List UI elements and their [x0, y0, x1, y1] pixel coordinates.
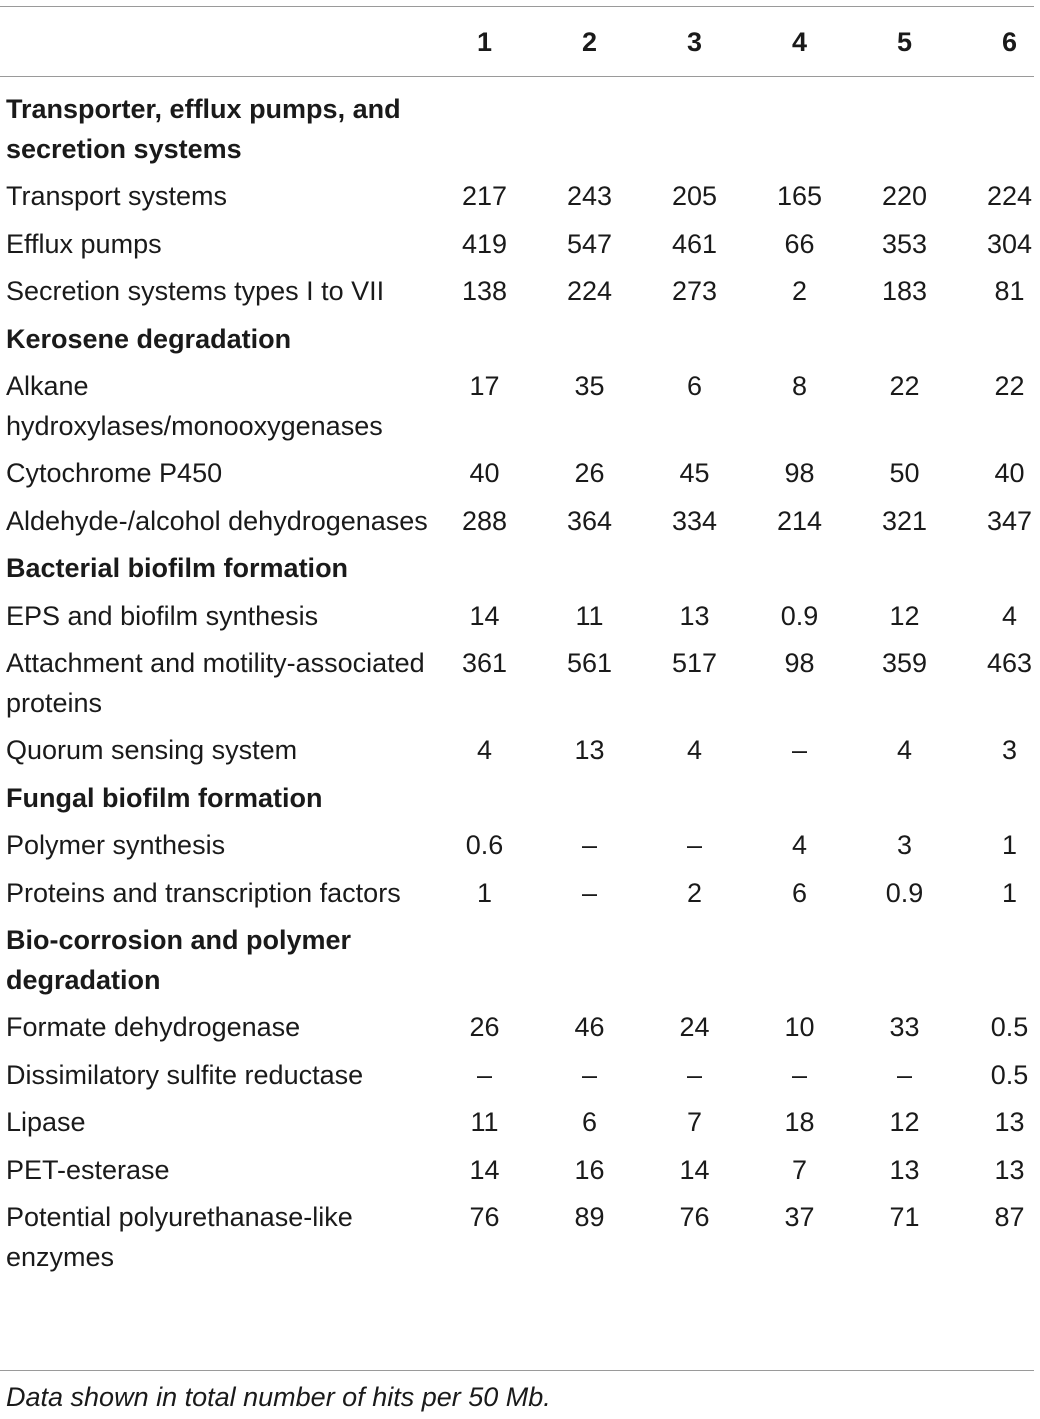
value-cell: 288 — [461, 505, 508, 536]
value-cell: 4 — [1001, 600, 1018, 631]
empty-cell — [432, 545, 537, 593]
table-row — [0, 1147, 1040, 1195]
value-cell: 243 — [566, 181, 613, 211]
value-cell: 12 — [889, 600, 920, 631]
value-cell: 205 — [671, 181, 718, 211]
value-cell: 1 — [1001, 877, 1018, 908]
empty-cell — [432, 917, 537, 1004]
value-cell: 4 — [791, 830, 808, 860]
empty-cell — [852, 775, 957, 823]
value-cell: 4 — [896, 735, 913, 765]
empty-cell — [747, 775, 852, 823]
value-cell: 4 — [476, 735, 493, 765]
table-body — [0, 76, 1040, 1281]
value-cell: 224 — [566, 276, 613, 306]
value-cell: 13 — [994, 1154, 1025, 1185]
empty-cell — [537, 545, 642, 593]
empty-cell — [852, 316, 957, 364]
table-row — [0, 1194, 1040, 1281]
value-cell: 0.5 — [990, 1012, 1029, 1042]
value-cell: – — [791, 1059, 808, 1090]
row-label: Efflux pumps — [6, 228, 162, 259]
column-header — [0, 8, 432, 76]
table-row — [0, 1052, 1040, 1100]
value-cell: 347 — [986, 505, 1033, 536]
value-cell: 353 — [881, 228, 928, 259]
value-cell: 0.9 — [885, 877, 924, 908]
value-cell: 3 — [896, 830, 913, 860]
value-cell: 4 — [686, 735, 703, 765]
value-cell: – — [476, 1059, 493, 1090]
value-cell: 35 — [574, 371, 605, 401]
value-cell: 33 — [889, 1012, 920, 1042]
value-cell: – — [896, 1059, 913, 1090]
empty-cell — [957, 917, 1040, 1004]
column-header: 5 — [896, 27, 913, 57]
value-cell: 14 — [469, 600, 500, 631]
value-cell: 8 — [791, 371, 808, 401]
value-cell: 461 — [671, 228, 718, 259]
value-cell: 22 — [994, 371, 1025, 401]
value-cell: 40 — [469, 458, 500, 488]
empty-cell — [537, 917, 642, 1004]
value-cell: 217 — [461, 181, 508, 211]
table-row — [0, 870, 1040, 918]
row-label: Dissimilatory sulfite reductase — [6, 1059, 364, 1090]
value-cell: 76 — [679, 1202, 710, 1232]
value-cell: 0.6 — [465, 830, 504, 860]
section-header-row — [0, 316, 1040, 364]
value-cell: 224 — [986, 181, 1033, 211]
table-row — [0, 173, 1040, 221]
value-cell: 2 — [686, 877, 703, 908]
table-row — [0, 822, 1040, 870]
value-cell: 16 — [574, 1154, 605, 1185]
value-cell: 6 — [581, 1107, 598, 1137]
value-cell: 37 — [784, 1202, 815, 1232]
empty-cell — [852, 76, 957, 173]
section-label: Bio-corrosion and polymer degradation — [6, 925, 352, 995]
row-label: Aldehyde-/alcohol dehydrogenases — [6, 505, 428, 536]
section-header-row — [0, 775, 1040, 823]
value-cell: – — [581, 877, 598, 908]
value-cell: 50 — [889, 458, 920, 488]
table-row — [0, 268, 1040, 316]
value-cell: – — [791, 735, 808, 765]
value-cell: 46 — [574, 1012, 605, 1042]
empty-cell — [957, 316, 1040, 364]
value-cell: 66 — [784, 228, 815, 259]
header-row — [0, 8, 1040, 76]
value-cell: 26 — [469, 1012, 500, 1042]
empty-cell — [432, 76, 537, 173]
value-cell: 11 — [575, 600, 604, 631]
empty-cell — [537, 76, 642, 173]
value-cell: 24 — [679, 1012, 710, 1042]
value-cell: 304 — [986, 228, 1033, 259]
value-cell: 2 — [791, 276, 808, 306]
value-cell: 18 — [784, 1107, 815, 1137]
data-table — [0, 8, 1040, 1281]
value-cell: 463 — [986, 648, 1033, 678]
row-label: Polymer synthesis — [6, 830, 226, 860]
table-row — [0, 450, 1040, 498]
empty-cell — [642, 316, 747, 364]
table-row — [0, 1004, 1040, 1052]
empty-cell — [642, 545, 747, 593]
empty-cell — [852, 917, 957, 1004]
value-cell: 40 — [994, 458, 1025, 488]
empty-cell — [432, 775, 537, 823]
value-cell: 11 — [470, 1107, 499, 1137]
value-cell: 419 — [461, 228, 508, 259]
empty-cell — [747, 917, 852, 1004]
value-cell: – — [686, 1059, 703, 1090]
table-row — [0, 640, 1040, 727]
empty-cell — [852, 545, 957, 593]
column-header: 1 — [476, 27, 493, 57]
value-cell: 321 — [881, 505, 928, 536]
section-label: Transporter, efflux pumps, and secretion systems — [6, 94, 401, 164]
row-label: Attachment and motility-associated proteins — [6, 648, 425, 718]
empty-cell — [642, 76, 747, 173]
value-cell: 17 — [469, 371, 500, 401]
value-cell: – — [686, 830, 703, 860]
value-cell: 6 — [686, 371, 703, 401]
empty-cell — [957, 775, 1040, 823]
column-header: 6 — [1001, 27, 1018, 57]
value-cell: 517 — [671, 648, 718, 678]
row-label: Secretion systems types I to VII — [6, 276, 385, 306]
value-cell: 364 — [566, 505, 613, 536]
empty-cell — [747, 76, 852, 173]
row-label: Alkane hydroxylases/monooxygenases — [6, 371, 383, 441]
value-cell: 361 — [461, 648, 508, 678]
empty-cell — [642, 775, 747, 823]
section-label: Bacterial biofilm formation — [6, 553, 349, 583]
value-cell: 0.5 — [990, 1059, 1029, 1090]
empty-cell — [957, 545, 1040, 593]
table-row — [0, 727, 1040, 775]
empty-cell — [957, 76, 1040, 173]
value-cell: – — [581, 830, 598, 860]
value-cell: 89 — [574, 1202, 605, 1232]
value-cell: 7 — [686, 1107, 703, 1137]
value-cell: 98 — [784, 648, 815, 678]
column-header: 2 — [581, 27, 598, 57]
section-header-row — [0, 76, 1040, 173]
value-cell: 13 — [679, 600, 710, 631]
row-label: Formate dehydrogenase — [6, 1012, 301, 1042]
value-cell: 6 — [791, 877, 808, 908]
value-cell: 13 — [994, 1107, 1025, 1137]
table-row — [0, 221, 1040, 269]
row-label: PET-esterase — [6, 1154, 170, 1185]
value-cell: 561 — [566, 648, 613, 678]
value-cell: 76 — [469, 1202, 500, 1232]
row-label: Potential polyurethanase-like enzymes — [6, 1202, 353, 1272]
value-cell: 359 — [881, 648, 928, 678]
value-cell: 10 — [784, 1012, 815, 1042]
table-row — [0, 363, 1040, 450]
table-row — [0, 593, 1040, 641]
top-rule — [0, 6, 1034, 7]
row-label: Transport systems — [6, 181, 228, 211]
section-label: Fungal biofilm formation — [6, 782, 323, 813]
row-label: EPS and biofilm synthesis — [6, 600, 319, 631]
value-cell: 12 — [889, 1107, 920, 1137]
table-footnote: Data shown in total number of hits per 50 Mb. — [6, 1382, 551, 1412]
empty-cell — [747, 316, 852, 364]
value-cell: 0.9 — [780, 600, 819, 631]
column-header: 4 — [791, 27, 808, 57]
value-cell: 98 — [784, 458, 815, 488]
value-cell: 1 — [476, 877, 493, 908]
section-header-row — [0, 917, 1040, 1004]
empty-cell — [537, 316, 642, 364]
value-cell: 183 — [881, 276, 928, 306]
value-cell: 3 — [1001, 735, 1018, 765]
value-cell: 165 — [776, 181, 823, 211]
empty-cell — [747, 545, 852, 593]
empty-cell — [642, 917, 747, 1004]
empty-cell — [432, 316, 537, 364]
value-cell: 87 — [994, 1202, 1025, 1232]
value-cell: – — [581, 1059, 598, 1090]
value-cell: 22 — [889, 371, 920, 401]
value-cell: 14 — [679, 1154, 710, 1185]
row-label: Lipase — [6, 1107, 86, 1137]
value-cell: 13 — [889, 1154, 920, 1185]
value-cell: 214 — [776, 505, 823, 536]
value-cell: 13 — [574, 735, 605, 765]
row-label: Proteins and transcription factors — [6, 877, 401, 908]
table-row — [0, 498, 1040, 546]
value-cell: 273 — [671, 276, 718, 306]
value-cell: 138 — [461, 276, 508, 306]
row-label: Quorum sensing system — [6, 735, 298, 765]
value-cell: 547 — [566, 228, 613, 259]
value-cell: 81 — [994, 276, 1025, 306]
value-cell: 45 — [679, 458, 710, 488]
row-label: Cytochrome P450 — [6, 458, 223, 488]
empty-cell — [537, 775, 642, 823]
value-cell: 14 — [469, 1154, 500, 1185]
value-cell: 1 — [1001, 830, 1018, 860]
column-header: 3 — [686, 27, 703, 57]
value-cell: 220 — [881, 181, 928, 211]
value-cell: 71 — [889, 1202, 920, 1232]
table-row — [0, 1099, 1040, 1147]
section-label: Kerosene degradation — [6, 323, 292, 354]
bottom-rule — [0, 1370, 1034, 1371]
value-cell: 334 — [671, 505, 718, 536]
value-cell: 26 — [574, 458, 605, 488]
value-cell: 7 — [791, 1154, 808, 1185]
section-header-row — [0, 545, 1040, 593]
